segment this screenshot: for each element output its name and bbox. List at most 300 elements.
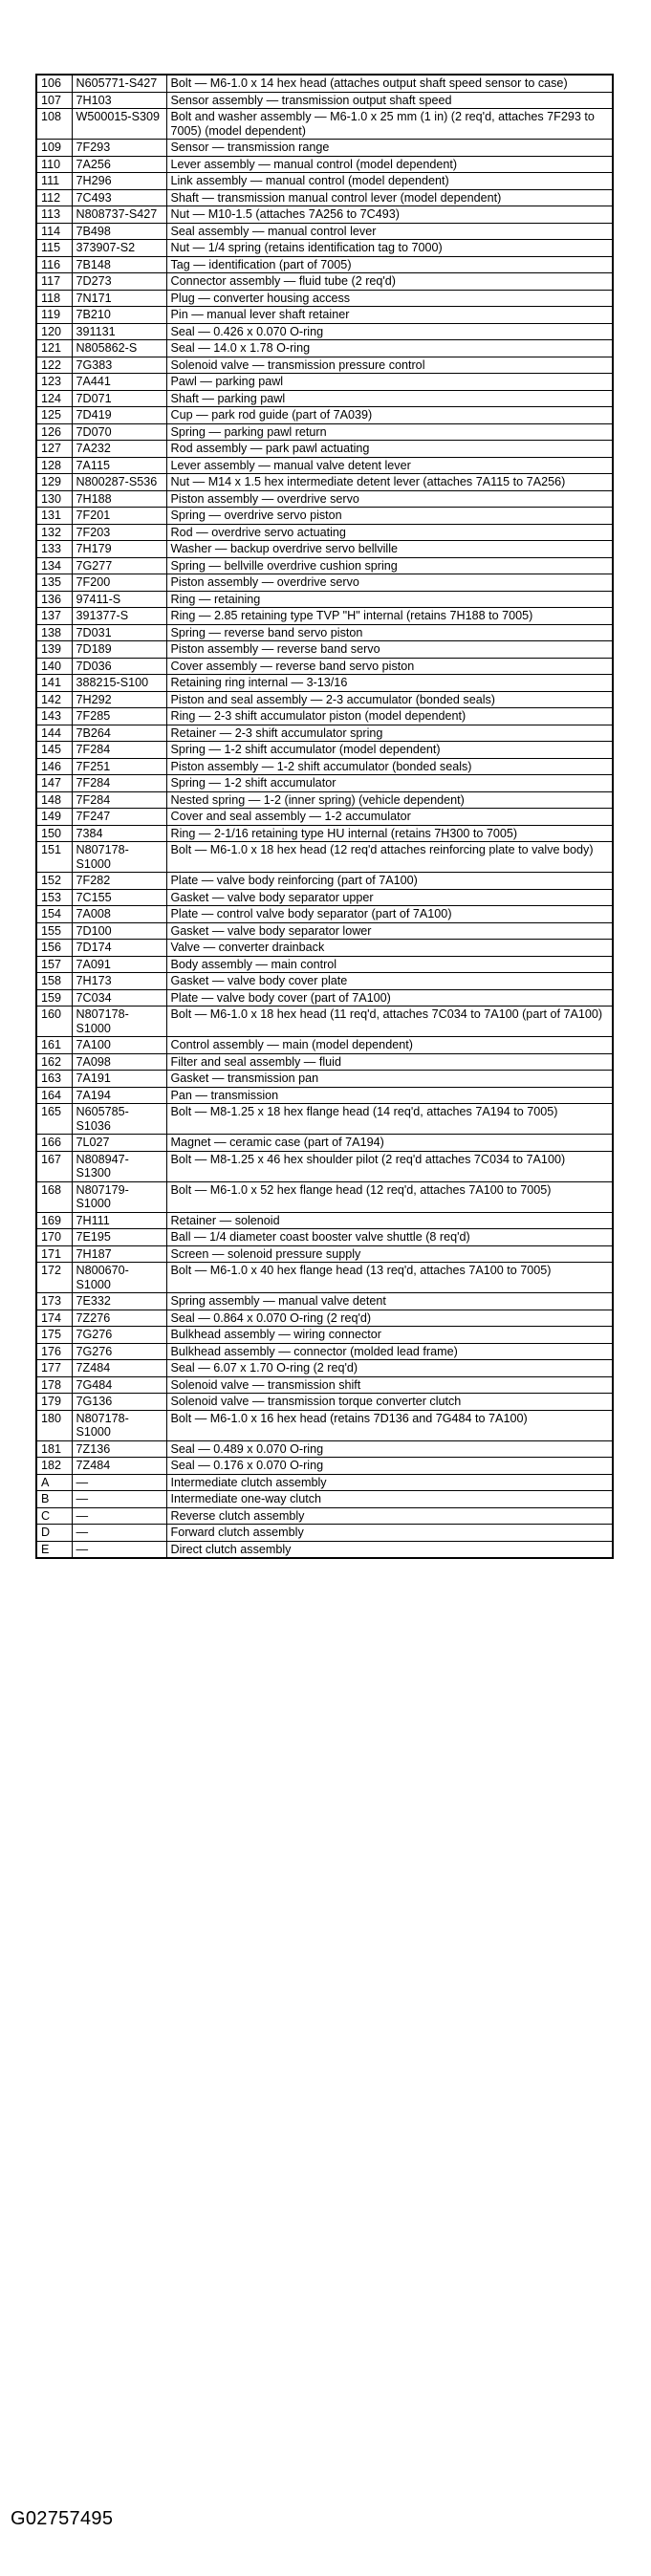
description-cell: Plate — valve body cover (part of 7A100) [166, 989, 613, 1007]
table-row [36, 357, 613, 374]
description-cell: Sensor assembly — transmission output shaft speed [166, 92, 613, 109]
item-number-cell: 163 [36, 1071, 72, 1088]
item-number-cell: 109 [36, 140, 72, 157]
item-number-cell: 119 [36, 307, 72, 324]
description-cell: Plug — converter housing access [166, 290, 613, 307]
description-cell: Filter and seal assembly — fluid [166, 1053, 613, 1071]
part-number-cell: 7A100 [72, 1037, 166, 1054]
table-row [36, 407, 613, 424]
description-cell: Pin — manual lever shaft retainer [166, 307, 613, 324]
description-cell: Plate — control valve body separator (part of 7A100) [166, 906, 613, 923]
item-number-cell: 178 [36, 1376, 72, 1394]
description-cell: Rod — overdrive servo actuating [166, 524, 613, 541]
description-cell: Bolt and washer assembly — M6-1.0 x 25 mm (1 in) (2 req'd, attaches 7F293 to 7005) (model dependent) [166, 109, 613, 140]
description-cell: Nested spring — 1-2 (inner spring) (vehicle dependent) [166, 791, 613, 809]
part-number-cell: 7H179 [72, 541, 166, 558]
table-row [36, 1037, 613, 1054]
item-number-cell: 168 [36, 1181, 72, 1212]
part-number-cell: 97411-S [72, 591, 166, 608]
description-cell: Spring — 1-2 shift accumulator (model dependent) [166, 742, 613, 759]
part-number-cell: 7H188 [72, 490, 166, 508]
description-cell: Tag — identification (part of 7005) [166, 256, 613, 273]
part-number-cell: 7F247 [72, 809, 166, 826]
part-number-cell: N807179-S1000 [72, 1181, 166, 1212]
description-cell: Bolt — M6-1.0 x 16 hex head (retains 7D136 and 7G484 to 7A100) [166, 1410, 613, 1440]
table-row [36, 1440, 613, 1458]
item-number-cell: 129 [36, 474, 72, 491]
item-number-cell: 181 [36, 1440, 72, 1458]
table-row [36, 189, 613, 206]
description-cell: Lever assembly — manual control (model dependent) [166, 156, 613, 173]
table-row [36, 557, 613, 574]
item-number-cell: 122 [36, 357, 72, 374]
item-number-cell: 136 [36, 591, 72, 608]
description-cell: Piston assembly — reverse band servo [166, 641, 613, 659]
description-cell: Ring — 2-1/16 retaining type HU internal (retains 7H300 to 7005) [166, 825, 613, 842]
item-number-cell: 147 [36, 775, 72, 792]
item-number-cell: 145 [36, 742, 72, 759]
table-row [36, 1491, 613, 1508]
part-number-cell: 7F284 [72, 791, 166, 809]
item-number-cell: 146 [36, 758, 72, 775]
description-cell: Direct clutch assembly [166, 1541, 613, 1558]
description-cell: Solenoid valve — transmission shift [166, 1376, 613, 1394]
part-number-cell: N800670-S1000 [72, 1263, 166, 1293]
item-number-cell: C [36, 1507, 72, 1525]
item-number-cell: 152 [36, 873, 72, 890]
item-number-cell: 180 [36, 1410, 72, 1440]
description-cell: Intermediate one-way clutch [166, 1491, 613, 1508]
description-cell: Shaft — parking pawl [166, 390, 613, 407]
part-number-cell: 388215-S100 [72, 675, 166, 692]
description-cell: Connector assembly — fluid tube (2 req'd) [166, 273, 613, 291]
item-number-cell: 177 [36, 1360, 72, 1377]
item-number-cell: 151 [36, 842, 72, 873]
part-number-cell: 7F282 [72, 873, 166, 890]
part-number-cell: 7F284 [72, 775, 166, 792]
description-cell: Spring — overdrive servo piston [166, 508, 613, 525]
item-number-cell: 125 [36, 407, 72, 424]
part-number-cell: 7A098 [72, 1053, 166, 1071]
part-number-cell: 7A194 [72, 1087, 166, 1104]
part-number-cell: 7H296 [72, 173, 166, 190]
item-number-cell: 167 [36, 1151, 72, 1181]
part-number-cell: 7G484 [72, 1376, 166, 1394]
item-number-cell: 134 [36, 557, 72, 574]
table-row [36, 725, 613, 742]
description-cell: Ring — 2-3 shift accumulator piston (model dependent) [166, 708, 613, 725]
parts-table [35, 74, 614, 1559]
part-number-cell: 7N171 [72, 290, 166, 307]
table-row [36, 307, 613, 324]
table-row [36, 675, 613, 692]
part-number-cell: 7D174 [72, 940, 166, 957]
table-row [36, 1310, 613, 1327]
table-row [36, 1212, 613, 1229]
table-row [36, 775, 613, 792]
table-row [36, 940, 613, 957]
part-number-cell: 7D189 [72, 641, 166, 659]
item-number-cell: 113 [36, 206, 72, 224]
description-cell: Gasket — transmission pan [166, 1071, 613, 1088]
table-row [36, 524, 613, 541]
description-cell: Cup — park rod guide (part of 7A039) [166, 407, 613, 424]
table-row [36, 1181, 613, 1212]
part-number-cell: N808737-S427 [72, 206, 166, 224]
part-number-cell: 7G276 [72, 1327, 166, 1344]
item-number-cell: 165 [36, 1104, 72, 1135]
item-number-cell: 155 [36, 922, 72, 940]
item-number-cell: 171 [36, 1245, 72, 1263]
description-cell: Seal — 0.426 x 0.070 O-ring [166, 323, 613, 340]
part-number-cell: 7D100 [72, 922, 166, 940]
item-number-cell: 108 [36, 109, 72, 140]
part-number-cell: 7G276 [72, 1343, 166, 1360]
item-number-cell: 120 [36, 323, 72, 340]
part-number-cell: 7Z484 [72, 1458, 166, 1475]
part-number-cell: 7F284 [72, 742, 166, 759]
table-row [36, 708, 613, 725]
description-cell: Nut — 1/4 spring (retains identification tag to 7000) [166, 240, 613, 257]
table-row [36, 1293, 613, 1310]
table-row [36, 223, 613, 240]
description-cell: Control assembly — main (model dependent) [166, 1037, 613, 1054]
table-row [36, 340, 613, 357]
description-cell: Nut — M10-1.5 (attaches 7A256 to 7C493) [166, 206, 613, 224]
part-number-cell: 7D070 [72, 423, 166, 441]
description-cell: Forward clutch assembly [166, 1525, 613, 1542]
table-row [36, 791, 613, 809]
item-number-cell: 170 [36, 1229, 72, 1246]
part-number-cell: 7G136 [72, 1394, 166, 1411]
item-number-cell: 173 [36, 1293, 72, 1310]
description-cell: Seal — 6.07 x 1.70 O-ring (2 req'd) [166, 1360, 613, 1377]
item-number-cell: 128 [36, 457, 72, 474]
table-row [36, 973, 613, 990]
part-number-cell: 7E195 [72, 1229, 166, 1246]
description-cell: Gasket — valve body separator upper [166, 889, 613, 906]
table-row [36, 889, 613, 906]
part-number-cell: N605771-S427 [72, 75, 166, 92]
description-cell: Seal — 14.0 x 1.78 O-ring [166, 340, 613, 357]
part-number-cell: 7B498 [72, 223, 166, 240]
part-number-cell: 391377-S [72, 608, 166, 625]
description-cell: Gasket — valve body separator lower [166, 922, 613, 940]
table-row [36, 109, 613, 140]
part-number-cell: 7F200 [72, 574, 166, 592]
item-number-cell: 182 [36, 1458, 72, 1475]
part-number-cell: 7B210 [72, 307, 166, 324]
item-number-cell: 153 [36, 889, 72, 906]
description-cell: Ring — retaining [166, 591, 613, 608]
table-row [36, 873, 613, 890]
description-cell: Body assembly — main control [166, 956, 613, 973]
description-cell: Piston assembly — 1-2 shift accumulator (bonded seals) [166, 758, 613, 775]
table-row [36, 140, 613, 157]
table-row [36, 1507, 613, 1525]
description-cell: Bulkhead assembly — wiring connector [166, 1327, 613, 1344]
table-row [36, 92, 613, 109]
description-cell: Valve — converter drainback [166, 940, 613, 957]
item-number-cell: 107 [36, 92, 72, 109]
table-row [36, 1360, 613, 1377]
table-row [36, 1541, 613, 1558]
description-cell: Lever assembly — manual valve detent lever [166, 457, 613, 474]
item-number-cell: 121 [36, 340, 72, 357]
part-number-cell: 7H173 [72, 973, 166, 990]
item-number-cell: D [36, 1525, 72, 1542]
part-number-cell: 7E332 [72, 1293, 166, 1310]
table-row [36, 1151, 613, 1181]
table-row [36, 624, 613, 641]
description-cell: Ring — 2.85 retaining type TVP "H" internal (retains 7H188 to 7005) [166, 608, 613, 625]
table-row [36, 809, 613, 826]
table-row [36, 1376, 613, 1394]
table-row [36, 1327, 613, 1344]
table-row [36, 173, 613, 190]
item-number-cell: 137 [36, 608, 72, 625]
item-number-cell: 133 [36, 541, 72, 558]
item-number-cell: 140 [36, 658, 72, 675]
item-number-cell: 158 [36, 973, 72, 990]
part-number-cell: 373907-S2 [72, 240, 166, 257]
item-number-cell: 156 [36, 940, 72, 957]
item-number-cell: 157 [36, 956, 72, 973]
table-row [36, 1458, 613, 1475]
table-row [36, 290, 613, 307]
item-number-cell: 135 [36, 574, 72, 592]
item-number-cell: 130 [36, 490, 72, 508]
description-cell: Magnet — ceramic case (part of 7A194) [166, 1135, 613, 1152]
item-number-cell: 124 [36, 390, 72, 407]
description-cell: Ball — 1/4 diameter coast booster valve shuttle (8 req'd) [166, 1229, 613, 1246]
description-cell: Seal assembly — manual control lever [166, 223, 613, 240]
description-cell: Bolt — M6-1.0 x 40 hex flange head (13 req'd, attaches 7A100 to 7005) [166, 1263, 613, 1293]
table-row [36, 591, 613, 608]
table-row [36, 240, 613, 257]
item-number-cell: 162 [36, 1053, 72, 1071]
part-number-cell: 7G383 [72, 357, 166, 374]
description-cell: Spring — 1-2 shift accumulator [166, 775, 613, 792]
description-cell: Bolt — M6-1.0 x 18 hex head (11 req'd, attaches 7C034 to 7A100 (part of 7A100) [166, 1007, 613, 1037]
table-row [36, 1410, 613, 1440]
item-number-cell: A [36, 1474, 72, 1491]
part-number-cell: N805862-S [72, 340, 166, 357]
table-row [36, 256, 613, 273]
part-number-cell: 7F293 [72, 140, 166, 157]
description-cell: Seal — 0.489 x 0.070 O-ring [166, 1440, 613, 1458]
table-row [36, 1263, 613, 1293]
table-row [36, 1343, 613, 1360]
description-cell: Piston and seal assembly — 2-3 accumulator (bonded seals) [166, 691, 613, 708]
item-number-cell: 159 [36, 989, 72, 1007]
item-number-cell: 139 [36, 641, 72, 659]
part-number-cell: 7H292 [72, 691, 166, 708]
description-cell: Spring assembly — manual valve detent [166, 1293, 613, 1310]
part-number-cell: N800287-S536 [72, 474, 166, 491]
item-number-cell: 117 [36, 273, 72, 291]
table-row [36, 1135, 613, 1152]
part-number-cell: — [72, 1474, 166, 1491]
description-cell: Spring — bellville overdrive cushion spring [166, 557, 613, 574]
description-cell: Reverse clutch assembly [166, 1507, 613, 1525]
description-cell: Bolt — M8-1.25 x 18 hex flange head (14 req'd, attaches 7A194 to 7005) [166, 1104, 613, 1135]
item-number-cell: 132 [36, 524, 72, 541]
description-cell: Bolt — M6-1.0 x 14 hex head (attaches output shaft speed sensor to case) [166, 75, 613, 92]
part-number-cell: 7D071 [72, 390, 166, 407]
item-number-cell: 126 [36, 423, 72, 441]
item-number-cell: 142 [36, 691, 72, 708]
table-row [36, 1245, 613, 1263]
table-row [36, 457, 613, 474]
table-row [36, 273, 613, 291]
table-row [36, 1229, 613, 1246]
table-row [36, 1071, 613, 1088]
part-number-cell: N807178-S1000 [72, 842, 166, 873]
item-number-cell: 123 [36, 374, 72, 391]
part-number-cell: N807178-S1000 [72, 1410, 166, 1440]
part-number-cell: 7H103 [72, 92, 166, 109]
part-number-cell: 7D273 [72, 273, 166, 291]
description-cell: Piston assembly — overdrive servo [166, 490, 613, 508]
part-number-cell: W500015-S309 [72, 109, 166, 140]
description-cell: Seal — 0.176 x 0.070 O-ring [166, 1458, 613, 1475]
description-cell: Link assembly — manual control (model dependent) [166, 173, 613, 190]
part-number-cell: 7F201 [72, 508, 166, 525]
table-row [36, 323, 613, 340]
description-cell: Bolt — M6-1.0 x 52 hex flange head (12 req'd, attaches 7A100 to 7005) [166, 1181, 613, 1212]
part-number-cell: 7C155 [72, 889, 166, 906]
table-row [36, 658, 613, 675]
item-number-cell: 112 [36, 189, 72, 206]
part-number-cell: N808947-S1300 [72, 1151, 166, 1181]
part-number-cell: 7D031 [72, 624, 166, 641]
item-number-cell: 166 [36, 1135, 72, 1152]
table-row [36, 956, 613, 973]
part-number-cell: 7H187 [72, 1245, 166, 1263]
item-number-cell: 150 [36, 825, 72, 842]
table-row [36, 423, 613, 441]
part-number-cell: 7A191 [72, 1071, 166, 1088]
item-number-cell: 175 [36, 1327, 72, 1344]
description-cell: Retainer — solenoid [166, 1212, 613, 1229]
item-number-cell: 176 [36, 1343, 72, 1360]
item-number-cell: 172 [36, 1263, 72, 1293]
table-row [36, 441, 613, 458]
table-row [36, 474, 613, 491]
table-row [36, 508, 613, 525]
table-row [36, 641, 613, 659]
table-row [36, 574, 613, 592]
item-number-cell: E [36, 1541, 72, 1558]
table-row [36, 842, 613, 873]
table-row [36, 1007, 613, 1037]
part-number-cell: 7A091 [72, 956, 166, 973]
part-number-cell: 7D419 [72, 407, 166, 424]
item-number-cell: B [36, 1491, 72, 1508]
part-number-cell: — [72, 1541, 166, 1558]
table-row [36, 390, 613, 407]
table-row [36, 541, 613, 558]
description-cell: Spring — parking pawl return [166, 423, 613, 441]
part-number-cell: 7D036 [72, 658, 166, 675]
item-number-cell: 141 [36, 675, 72, 692]
part-number-cell: 7B264 [72, 725, 166, 742]
part-number-cell: 7B148 [72, 256, 166, 273]
item-number-cell: 164 [36, 1087, 72, 1104]
description-cell: Spring — reverse band servo piston [166, 624, 613, 641]
item-number-cell: 169 [36, 1212, 72, 1229]
item-number-cell: 110 [36, 156, 72, 173]
table-row [36, 906, 613, 923]
item-number-cell: 131 [36, 508, 72, 525]
description-cell: Gasket — valve body cover plate [166, 973, 613, 990]
description-cell: Bolt — M8-1.25 x 46 hex shoulder pilot (2 req'd attaches 7C034 to 7A100) [166, 1151, 613, 1181]
part-number-cell: — [72, 1491, 166, 1508]
part-number-cell: 7C493 [72, 189, 166, 206]
description-cell: Sensor — transmission range [166, 140, 613, 157]
part-number-cell: 7Z276 [72, 1310, 166, 1327]
description-cell: Cover assembly — reverse band servo piston [166, 658, 613, 675]
part-number-cell: 7A256 [72, 156, 166, 173]
item-number-cell: 149 [36, 809, 72, 826]
table-row [36, 922, 613, 940]
table-row [36, 490, 613, 508]
table-row [36, 1474, 613, 1491]
part-number-cell: N605785-S1036 [72, 1104, 166, 1135]
part-number-cell: — [72, 1507, 166, 1525]
description-cell: Intermediate clutch assembly [166, 1474, 613, 1491]
item-number-cell: 115 [36, 240, 72, 257]
description-cell: Bulkhead assembly — connector (molded lead frame) [166, 1343, 613, 1360]
table-row [36, 374, 613, 391]
item-number-cell: 144 [36, 725, 72, 742]
part-number-cell: 7Z136 [72, 1440, 166, 1458]
description-cell: Washer — backup overdrive servo bellville [166, 541, 613, 558]
description-cell: Pan — transmission [166, 1087, 613, 1104]
table-row [36, 1087, 613, 1104]
item-number-cell: 111 [36, 173, 72, 190]
item-number-cell: 174 [36, 1310, 72, 1327]
part-number-cell: 7384 [72, 825, 166, 842]
table-row [36, 989, 613, 1007]
item-number-cell: 114 [36, 223, 72, 240]
part-number-cell: 7A232 [72, 441, 166, 458]
table-row [36, 1525, 613, 1542]
part-number-cell: 7A008 [72, 906, 166, 923]
parts-table-body [36, 75, 613, 1558]
table-row [36, 75, 613, 92]
description-cell: Cover and seal assembly — 1-2 accumulator [166, 809, 613, 826]
description-cell: Shaft — transmission manual control lever (model dependent) [166, 189, 613, 206]
table-row [36, 758, 613, 775]
item-number-cell: 148 [36, 791, 72, 809]
item-number-cell: 160 [36, 1007, 72, 1037]
part-number-cell: 391131 [72, 323, 166, 340]
part-number-cell: 7L027 [72, 1135, 166, 1152]
part-number-cell: 7G277 [72, 557, 166, 574]
table-row [36, 608, 613, 625]
description-cell: Seal — 0.864 x 0.070 O-ring (2 req'd) [166, 1310, 613, 1327]
description-cell: Plate — valve body reinforcing (part of 7A100) [166, 873, 613, 890]
table-row [36, 206, 613, 224]
table-row [36, 825, 613, 842]
part-number-cell: 7A441 [72, 374, 166, 391]
description-cell: Rod assembly — park pawl actuating [166, 441, 613, 458]
item-number-cell: 143 [36, 708, 72, 725]
item-number-cell: 154 [36, 906, 72, 923]
item-number-cell: 179 [36, 1394, 72, 1411]
